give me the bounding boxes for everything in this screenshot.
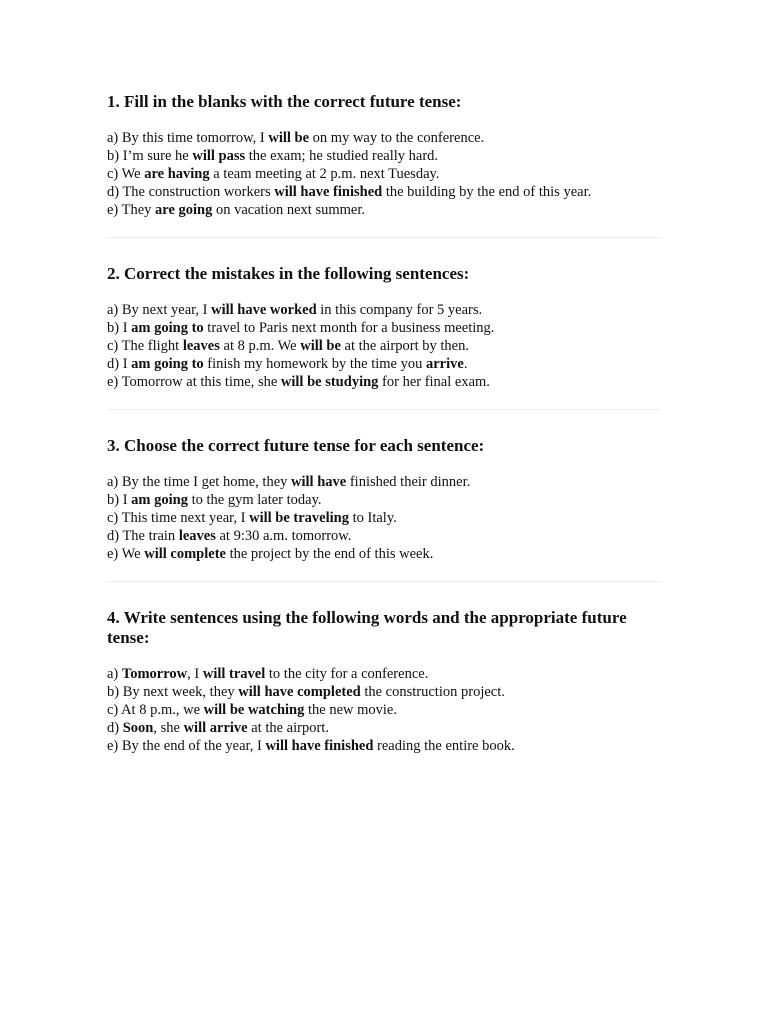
sentence-item: a) Tomorrow, I will travel to the city for a conference. [107, 666, 429, 682]
section-heading: 3. Choose the correct future tense for each sentence: [107, 436, 485, 455]
sentence-item: a) By next year, I will have worked in this company for 5 years. [107, 302, 483, 318]
exercise-section [107, 608, 661, 773]
sentence-item: c) This time next year, I will be traveling to Italy. [107, 510, 397, 526]
sentence-item: e) They are going on vacation next summer. [107, 202, 365, 218]
sentence-item: b) I am going to travel to Paris next month for a business meeting. [107, 320, 495, 336]
highlighted-verb: Tomorrow [121, 666, 188, 682]
section-heading: 2. Correct the mistakes in the following sentences: [107, 264, 470, 283]
highlighted-verb: are having [144, 166, 210, 182]
highlighted-verb: will be [268, 130, 310, 146]
sentence-item: b) I’m sure he will pass the exam; he studied really hard. [107, 148, 439, 164]
highlighted-verb: will be traveling [249, 510, 349, 526]
sentence-item: d) Soon, she will arrive at the airport. [107, 720, 329, 736]
exercise-section [107, 92, 661, 238]
exercise-section [107, 436, 661, 582]
sentence-item: d) I am going to finish my homework by the time you arrive. [107, 356, 468, 372]
highlighted-verb: am going [131, 492, 188, 508]
highlighted-verb: arrive [425, 356, 464, 372]
highlighted-verb: will be watching [203, 702, 305, 718]
highlighted-verb: will travel [202, 666, 266, 682]
sentence-item: c) We are having a team meeting at 2 p.m. next Tuesday. [107, 166, 440, 182]
highlighted-verb: Soon [122, 720, 154, 736]
section-heading: 1. Fill in the blanks with the correct future tense: [107, 92, 462, 111]
sentence-item: e) We will complete the project by the end of this week. [107, 546, 434, 562]
section-heading: 4. Write sentences using the following words and the appropriate future tense: [107, 608, 627, 647]
sentence-item: b) By next week, they will have completed the construction project. [107, 684, 505, 700]
highlighted-verb: am going to [131, 356, 204, 372]
highlighted-verb: leaves [182, 338, 220, 354]
highlighted-verb: will have [291, 474, 347, 490]
highlighted-verb: are going [155, 202, 213, 218]
highlighted-verb: will have completed [238, 684, 361, 700]
sentence-item: a) By the time I get home, they will have finished their dinner. [107, 474, 471, 490]
highlighted-verb: am going to [131, 320, 204, 336]
highlighted-verb: will be studying [280, 374, 379, 390]
sentence-item: d) The train leaves at 9:30 a.m. tomorrow. [107, 528, 352, 544]
sentence-item: c) At 8 p.m., we will be watching the new movie. [107, 702, 397, 718]
highlighted-verb: will complete [144, 546, 226, 562]
sentence-item: e) Tomorrow at this time, she will be studying for her final exam. [107, 374, 490, 390]
sentence-item: e) By the end of the year, I will have finished reading the entire book. [107, 738, 515, 754]
highlighted-verb: will arrive [183, 720, 248, 736]
sentence-item: b) I am going to the gym later today. [107, 492, 322, 508]
highlighted-verb: will be [300, 338, 341, 354]
exercise-section [107, 264, 661, 410]
highlighted-verb: will have finished [274, 184, 383, 200]
highlighted-verb: will pass [192, 148, 246, 164]
sentence-item: a) By this time tomorrow, I will be on my way to the conference. [107, 130, 485, 146]
sentence-item: d) The construction workers will have finished the building by the end of this year. [107, 184, 592, 200]
sentence-item: c) The flight leaves at 8 p.m. We will be at the airport by then. [107, 338, 469, 354]
highlighted-verb: will have finished [265, 738, 374, 754]
highlighted-verb: will have worked [211, 302, 317, 318]
highlighted-verb: leaves [178, 528, 216, 544]
document-page [107, 92, 661, 799]
